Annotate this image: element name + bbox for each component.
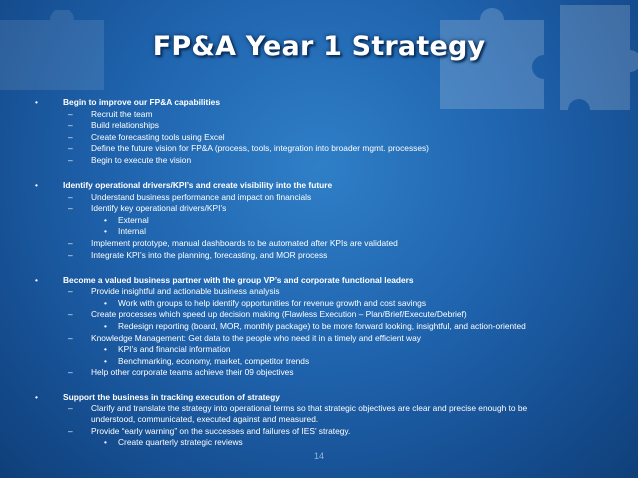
bullet-text-level-2: KPI’s and financial information xyxy=(118,344,231,355)
bullet-marker: • xyxy=(35,274,38,285)
dash-marker: – xyxy=(68,143,73,154)
bullet-text-level-2: Work with groups to help identify opportunities for revenue growth and cost savings xyxy=(118,297,427,308)
dash-marker: – xyxy=(68,155,73,165)
bullet-marker: • xyxy=(104,297,107,308)
bullet-text-level-2: Internal xyxy=(118,226,146,237)
bullet-marker: • xyxy=(104,320,107,331)
page-number: 14 xyxy=(313,451,324,461)
dash-marker: – xyxy=(68,249,73,260)
bullet-marker: • xyxy=(104,344,107,355)
bullet-text-level-2: Redesign reporting (board, MOR, monthly package) to be more forward looking, insightful, and action-oriented xyxy=(118,320,526,331)
dash-marker: – xyxy=(68,191,73,202)
bullet-text-level-0: Become a valued business partner with the group VP’s and corporate functional leaders xyxy=(63,274,414,285)
bullet-marker: • xyxy=(104,437,107,448)
bullet-text-level-1: Provide insightful and actionable business analysis xyxy=(91,286,280,297)
dash-marker: – xyxy=(68,108,73,119)
bullet-text-level-2: External xyxy=(118,214,149,225)
bullet-text-level-1: Begin to execute the vision xyxy=(91,155,192,165)
dash-marker: – xyxy=(68,120,73,131)
dash-marker: – xyxy=(68,403,73,414)
bullet-text-level-1: Implement prototype, manual dashboards to be automated after KPIs are validated xyxy=(91,238,398,248)
dash-marker: – xyxy=(68,238,73,248)
bullet-marker: • xyxy=(104,355,107,366)
dash-marker: – xyxy=(68,203,73,214)
dash-marker: – xyxy=(68,131,73,142)
dash-marker: – xyxy=(68,332,73,343)
bullet-text-level-1: Recruit the team xyxy=(91,108,153,119)
bullet-text-level-1: Define the future vision for FP&A (process, tools, integration into broader mgmt. processes) xyxy=(91,143,429,154)
bullet-text-level-1: Integrate KPI’s into the planning, forecasting, and MOR process xyxy=(91,249,328,260)
bullet-text-level-1: Understand business performance and impact on financials xyxy=(91,191,312,202)
bullet-text-level-1: Provide “early warning” on the successes and failures of IES’ strategy. xyxy=(91,425,351,436)
bullet-marker: • xyxy=(35,391,38,402)
bullet-text-level-0: Identify operational drivers/KPI’s and create visibility into the future xyxy=(63,180,333,190)
bullet-text-level-1: Build relationships xyxy=(91,120,159,131)
bullet-marker: • xyxy=(104,214,107,225)
dash-marker: – xyxy=(68,425,73,436)
bullet-marker: • xyxy=(35,180,38,190)
bullet-text-level-1: Identify key operational drivers/KPI’s xyxy=(91,203,227,214)
bullet-text-level-1: Clarify and translate the strategy into operational terms so that strategic objectives are clear and precise enough to be understood, communicated, executed against and measured. xyxy=(91,403,528,425)
bullet-marker: • xyxy=(104,226,107,237)
bullet-marker: • xyxy=(35,97,38,107)
dash-marker: – xyxy=(68,286,73,297)
dash-marker: – xyxy=(68,309,73,320)
bullet-text-level-1: Create forecasting tools using Excel xyxy=(91,131,225,142)
dash-marker: – xyxy=(68,367,73,378)
slide-title: FP&A Year 1 Strategy xyxy=(152,31,486,62)
bullet-text-level-2: Create quarterly strategic reviews xyxy=(118,437,243,448)
bullet-text-level-2: Benchmarking, economy, market, competitor trends xyxy=(118,355,310,366)
bullet-text-level-0: Support the business in tracking execution of strategy xyxy=(63,391,280,402)
bullet-text-level-1: Create processes which speed up decision making (Flawless Execution – Plan/Brief/Execute/Debrief) xyxy=(91,309,467,320)
bullet-text-level-1: Knowledge Management: Get data to the people who need it in a timely and efficient way xyxy=(91,332,421,343)
bullet-text-level-1: Help other corporate teams achieve their 09 objectives xyxy=(91,367,294,378)
bullet-text-level-0: Begin to improve our FP&A capabilities xyxy=(63,97,220,107)
